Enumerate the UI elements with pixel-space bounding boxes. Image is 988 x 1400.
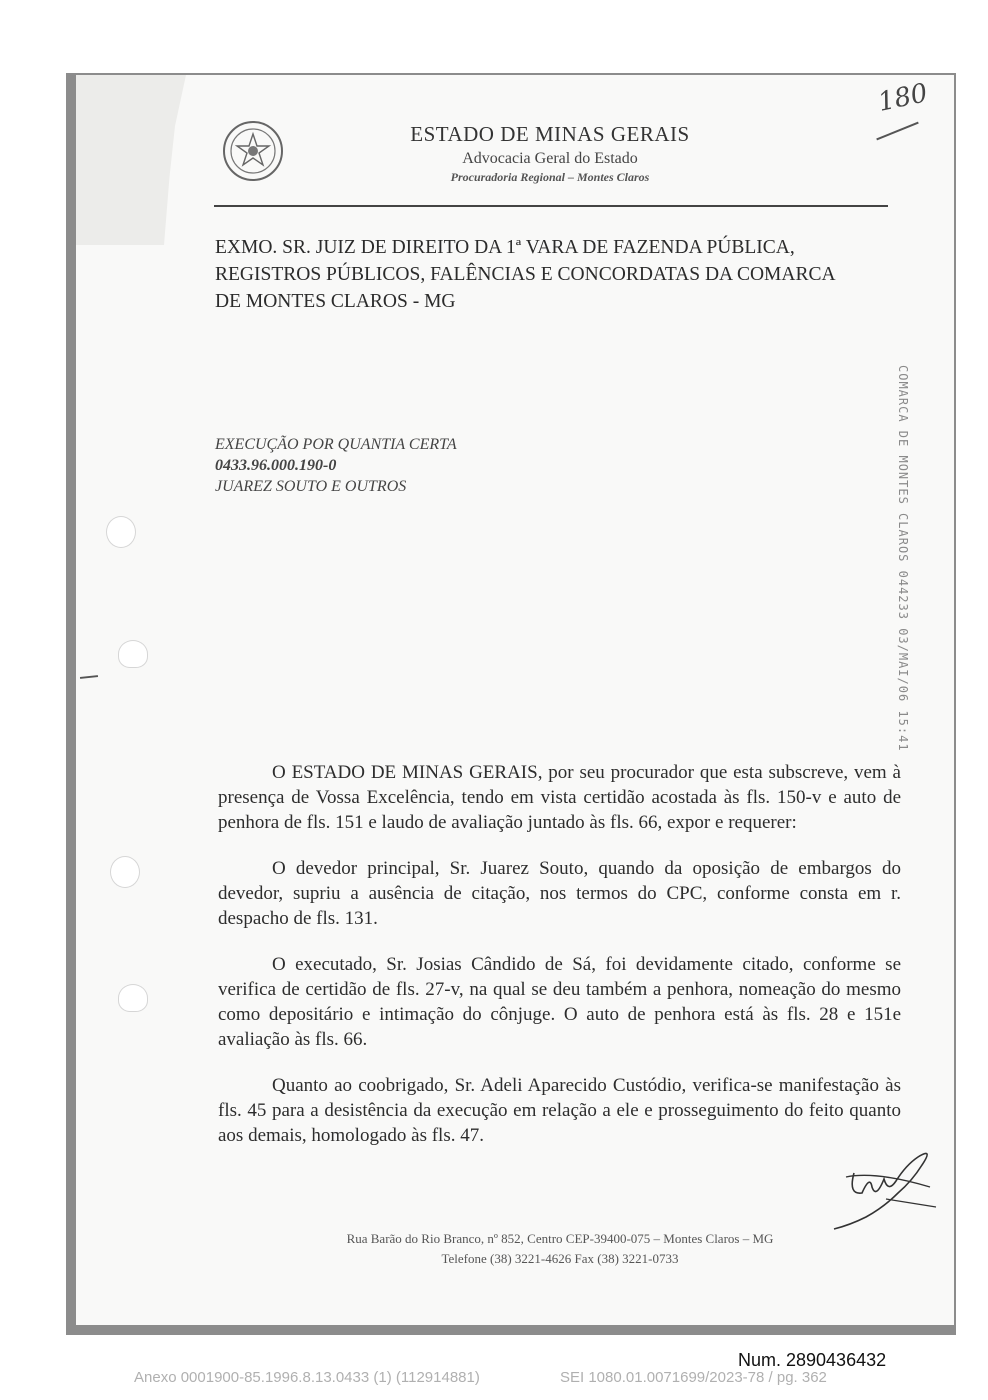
header-subtitle: Advocacia Geral do Estado — [462, 150, 638, 167]
paragraph-2: O devedor principal, Sr. Juarez Souto, quando da oposição de embargos do devedor, supriu a ausência de citação, nos termos do CPC, conforme consta em r. despacho de fls. 131. — [218, 858, 901, 929]
punch-hole-1 — [106, 516, 136, 548]
signature-icon — [826, 1135, 946, 1230]
annex-reference: Anexo 0001900-85.1996.8.13.0433 (1) (112914881) — [134, 1369, 480, 1386]
case-parties: JUAREZ SOUTO E OUTROS — [215, 478, 407, 495]
paragraph-3: O executado, Sr. Josias Cândido de Sá, foi devidamente citado, conforme se verifica de certidão de fls. 27-v, na qual se deu também a penhora, nomeação do mesmo como depositário e intimação do cônjuge. O auto de penhora está às fls. 28 e 151e avaliação às fls. 66. — [218, 954, 901, 1050]
paragraph-1: O ESTADO DE MINAS GERAIS, por seu procurador que esta subscreve, vem à presença de Vossa Excelência, tendo em vista certidão acostada às fls. 150-v e auto de penhora de fls. 151 e laudo de avaliação juntado às fls. 66, expor e requerer: — [218, 762, 901, 833]
case-info — [215, 434, 457, 497]
paragraph-4: Quanto ao coobrigado, Sr. Adeli Aparecido Custódio, verifica-se manifestação às fls. 45 para a desistência da execução em relação a ele e prosseguimento do feito quanto aos demais, homologado às fls. 47. — [218, 1075, 901, 1146]
document-number: Num. 2890436432 — [738, 1350, 887, 1370]
addressee-line-3: DE MONTES CLAROS - MG — [215, 291, 456, 312]
handwritten-page-number: 180 — [875, 78, 931, 118]
header-title: ESTADO DE MINAS GERAIS — [410, 122, 690, 146]
sei-reference: SEI 1080.01.0071699/2023-78 / pg. 362 — [560, 1369, 827, 1386]
petition-body — [218, 760, 901, 1169]
header-divider — [214, 205, 888, 207]
punch-hole-3 — [110, 856, 140, 888]
footer-phone: Telefone (38) 3221-4626 Fax (38) 3221-0733 — [441, 1251, 679, 1266]
punch-hole-2 — [118, 640, 148, 668]
state-seal-icon — [222, 120, 284, 182]
header-office: Procuradoria Regional – Montes Claros — [450, 170, 650, 184]
punch-hole-4 — [118, 984, 148, 1012]
case-number: 0433.96.000.190-0 — [215, 457, 337, 474]
footer-address: Rua Barão do Rio Branco, nº 852, Centro CEP-39400-075 – Montes Claros – MG — [346, 1231, 774, 1246]
addressee-block — [215, 234, 895, 315]
case-type: EXECUÇÃO POR QUANTIA CERTA — [215, 436, 457, 453]
addressee-line-1: EXMO. SR. JUIZ DE DIREITO DA 1ª VARA DE FAZENDA PÚBLICA, — [215, 237, 795, 258]
addressee-line-2: REGISTROS PÚBLICOS, FALÊNCIAS E CONCORDATAS DA COMARCA — [215, 264, 836, 285]
filing-stamp: COMARCA DE MONTES CLAROS 044233 03/MAI/06 15:41 — [896, 365, 910, 752]
